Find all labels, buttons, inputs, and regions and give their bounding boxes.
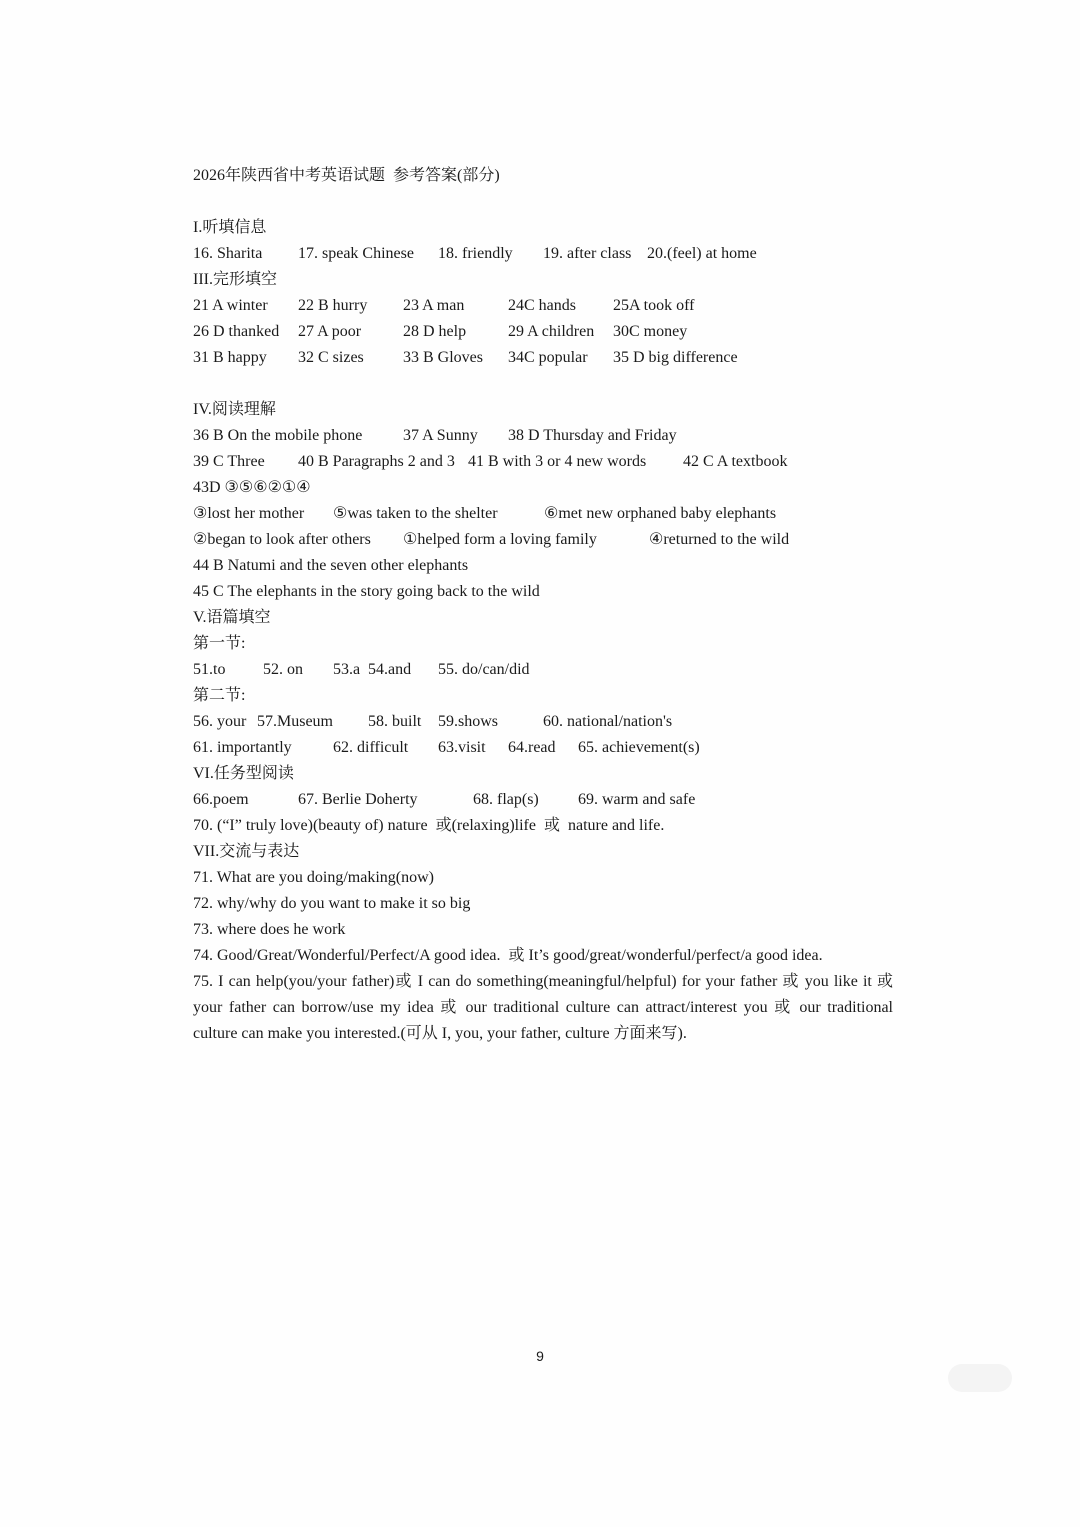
sequence-row (193, 501, 893, 527)
watermark-logo (948, 1364, 1012, 1392)
answer-q73: 73. where does he work (193, 921, 346, 938)
answer-item: 36 B On the mobile phone (193, 427, 363, 444)
sequence-step: ⑥met new orphaned baby elephants (544, 505, 777, 522)
task-answers-row (193, 787, 893, 813)
answer-item: 58. built (368, 713, 422, 730)
section-heading-communication: VII.交流与表达 (193, 843, 300, 860)
answer-item: 42 C A textbook (683, 453, 788, 470)
sequence-step: ②began to look after others (193, 531, 371, 548)
answer-item: 56. your (193, 713, 247, 730)
answer-item: 21 A winter (193, 297, 268, 314)
answer-item: 62. difficult (333, 739, 409, 756)
answer-q43: 43D ③⑤⑥②①④ (193, 479, 311, 496)
answer-item: 40 B Paragraphs 2 and 3 (298, 453, 455, 470)
answer-item: 32 C sizes (298, 349, 364, 366)
answer-q74: 74. Good/Great/Wonderful/Perfect/A good idea. 或 It’s good/great/wonderful/perfect/a good idea. (193, 947, 823, 964)
subsection-heading: 第二节: (193, 687, 246, 704)
sequence-step: ①helped form a loving family (403, 531, 597, 548)
answer-item: 55. do/can/did (438, 661, 530, 678)
listening-answers-row (193, 241, 893, 267)
answer-item: 64.read (508, 739, 556, 756)
answer-item: 61. importantly (193, 739, 292, 756)
answer-item: 30C money (613, 323, 688, 340)
answer-item: 68. flap(s) (473, 791, 539, 808)
cloze-answers-row (193, 293, 893, 319)
answer-item: 24C hands (508, 297, 576, 314)
document-title: 2026年陕西省中考英语试题 参考答案(部分) (193, 167, 500, 184)
section-heading-cloze: III.完形填空 (193, 271, 277, 288)
answer-item: 69. warm and safe (578, 791, 696, 808)
answer-item: 59.shows (438, 713, 499, 730)
subsection-heading: 第一节: (193, 635, 246, 652)
answer-q72: 72. why/why do you want to make it so big (193, 895, 471, 912)
answer-item: 37 A Sunny (403, 427, 478, 444)
answer-item: 41 B with 3 or 4 new words (468, 453, 647, 470)
answer-item: 18. friendly (438, 245, 513, 262)
answer-q70: 70. (“I” truly love)(beauty of) nature 或(relaxing)life 或 nature and life. (193, 817, 665, 834)
cloze-answers-row (193, 345, 893, 371)
passage-answers-row (193, 657, 893, 683)
answer-item: 65. achievement(s) (578, 739, 700, 756)
answer-item: 22 B hurry (298, 297, 368, 314)
answer-q44: 44 B Natumi and the seven other elephants (193, 557, 469, 574)
answer-item: 31 B happy (193, 349, 267, 366)
section-heading-reading: IV.阅读理解 (193, 401, 276, 418)
answer-item: 51.to (193, 661, 226, 678)
answer-item: 52. on (263, 661, 303, 678)
answer-item: 23 A man (403, 297, 465, 314)
reading-answers-row (193, 423, 893, 449)
answer-item: 29 A children (508, 323, 595, 340)
section-heading-task-reading: VI.任务型阅读 (193, 765, 294, 782)
section-heading-passage-fill: V.语篇填空 (193, 609, 271, 626)
answer-q45: 45 C The elephants in the story going back to the wild (193, 583, 540, 600)
passage-answers-row (193, 735, 893, 761)
sequence-row (193, 527, 893, 553)
answer-item: 53.a (333, 661, 361, 678)
answer-item: 35 D big difference (613, 349, 738, 366)
answer-item: 63.visit (438, 739, 486, 756)
answer-item: 17. speak Chinese (298, 245, 414, 262)
answer-item: 20.(feel) at home (647, 245, 757, 262)
answer-item: 60. national/nation's (543, 713, 673, 730)
answer-q75: 75. I can help(you/your father)或 I can do something(meaningful/helpful) for your father 或 you like it 或 your father can borrow/use my idea 或 our traditional culture can attract/interest you 或 our traditional culture can make you interested.(可从 I, you, your father, culture 方面来写). (193, 973, 894, 1042)
answer-item: 28 D help (403, 323, 467, 340)
answer-item: 19. after class (543, 245, 632, 262)
answer-item: 27 A poor (298, 323, 362, 340)
answer-item: 34C popular (508, 349, 588, 366)
section-heading-listening: I.听填信息 (193, 219, 267, 236)
reading-answers-row (193, 449, 893, 475)
passage-answers-row (193, 709, 893, 735)
answer-item: 26 D thanked (193, 323, 280, 340)
answer-item: 67. Berlie Doherty (298, 791, 418, 808)
sequence-step: ④returned to the wild (649, 531, 790, 548)
answer-item: 57.Museum (257, 713, 333, 730)
answer-item: 54.and (368, 661, 412, 678)
answer-item: 16. Sharita (193, 245, 263, 262)
sequence-step: ⑤was taken to the shelter (333, 505, 498, 522)
answer-q71: 71. What are you doing/making(now) (193, 869, 434, 886)
watermark-text (812, 1405, 992, 1423)
answer-content (193, 163, 893, 1047)
answer-item: 38 D Thursday and Friday (508, 427, 677, 444)
answer-item: 66.poem (193, 791, 249, 808)
answer-item: 25A took off (613, 297, 695, 314)
page-number: 9 (536, 1348, 544, 1364)
answer-item: 33 B Gloves (403, 349, 483, 366)
answer-item: 39 C Three (193, 453, 265, 470)
cloze-answers-row (193, 319, 893, 345)
sequence-step: ③lost her mother (193, 505, 305, 522)
